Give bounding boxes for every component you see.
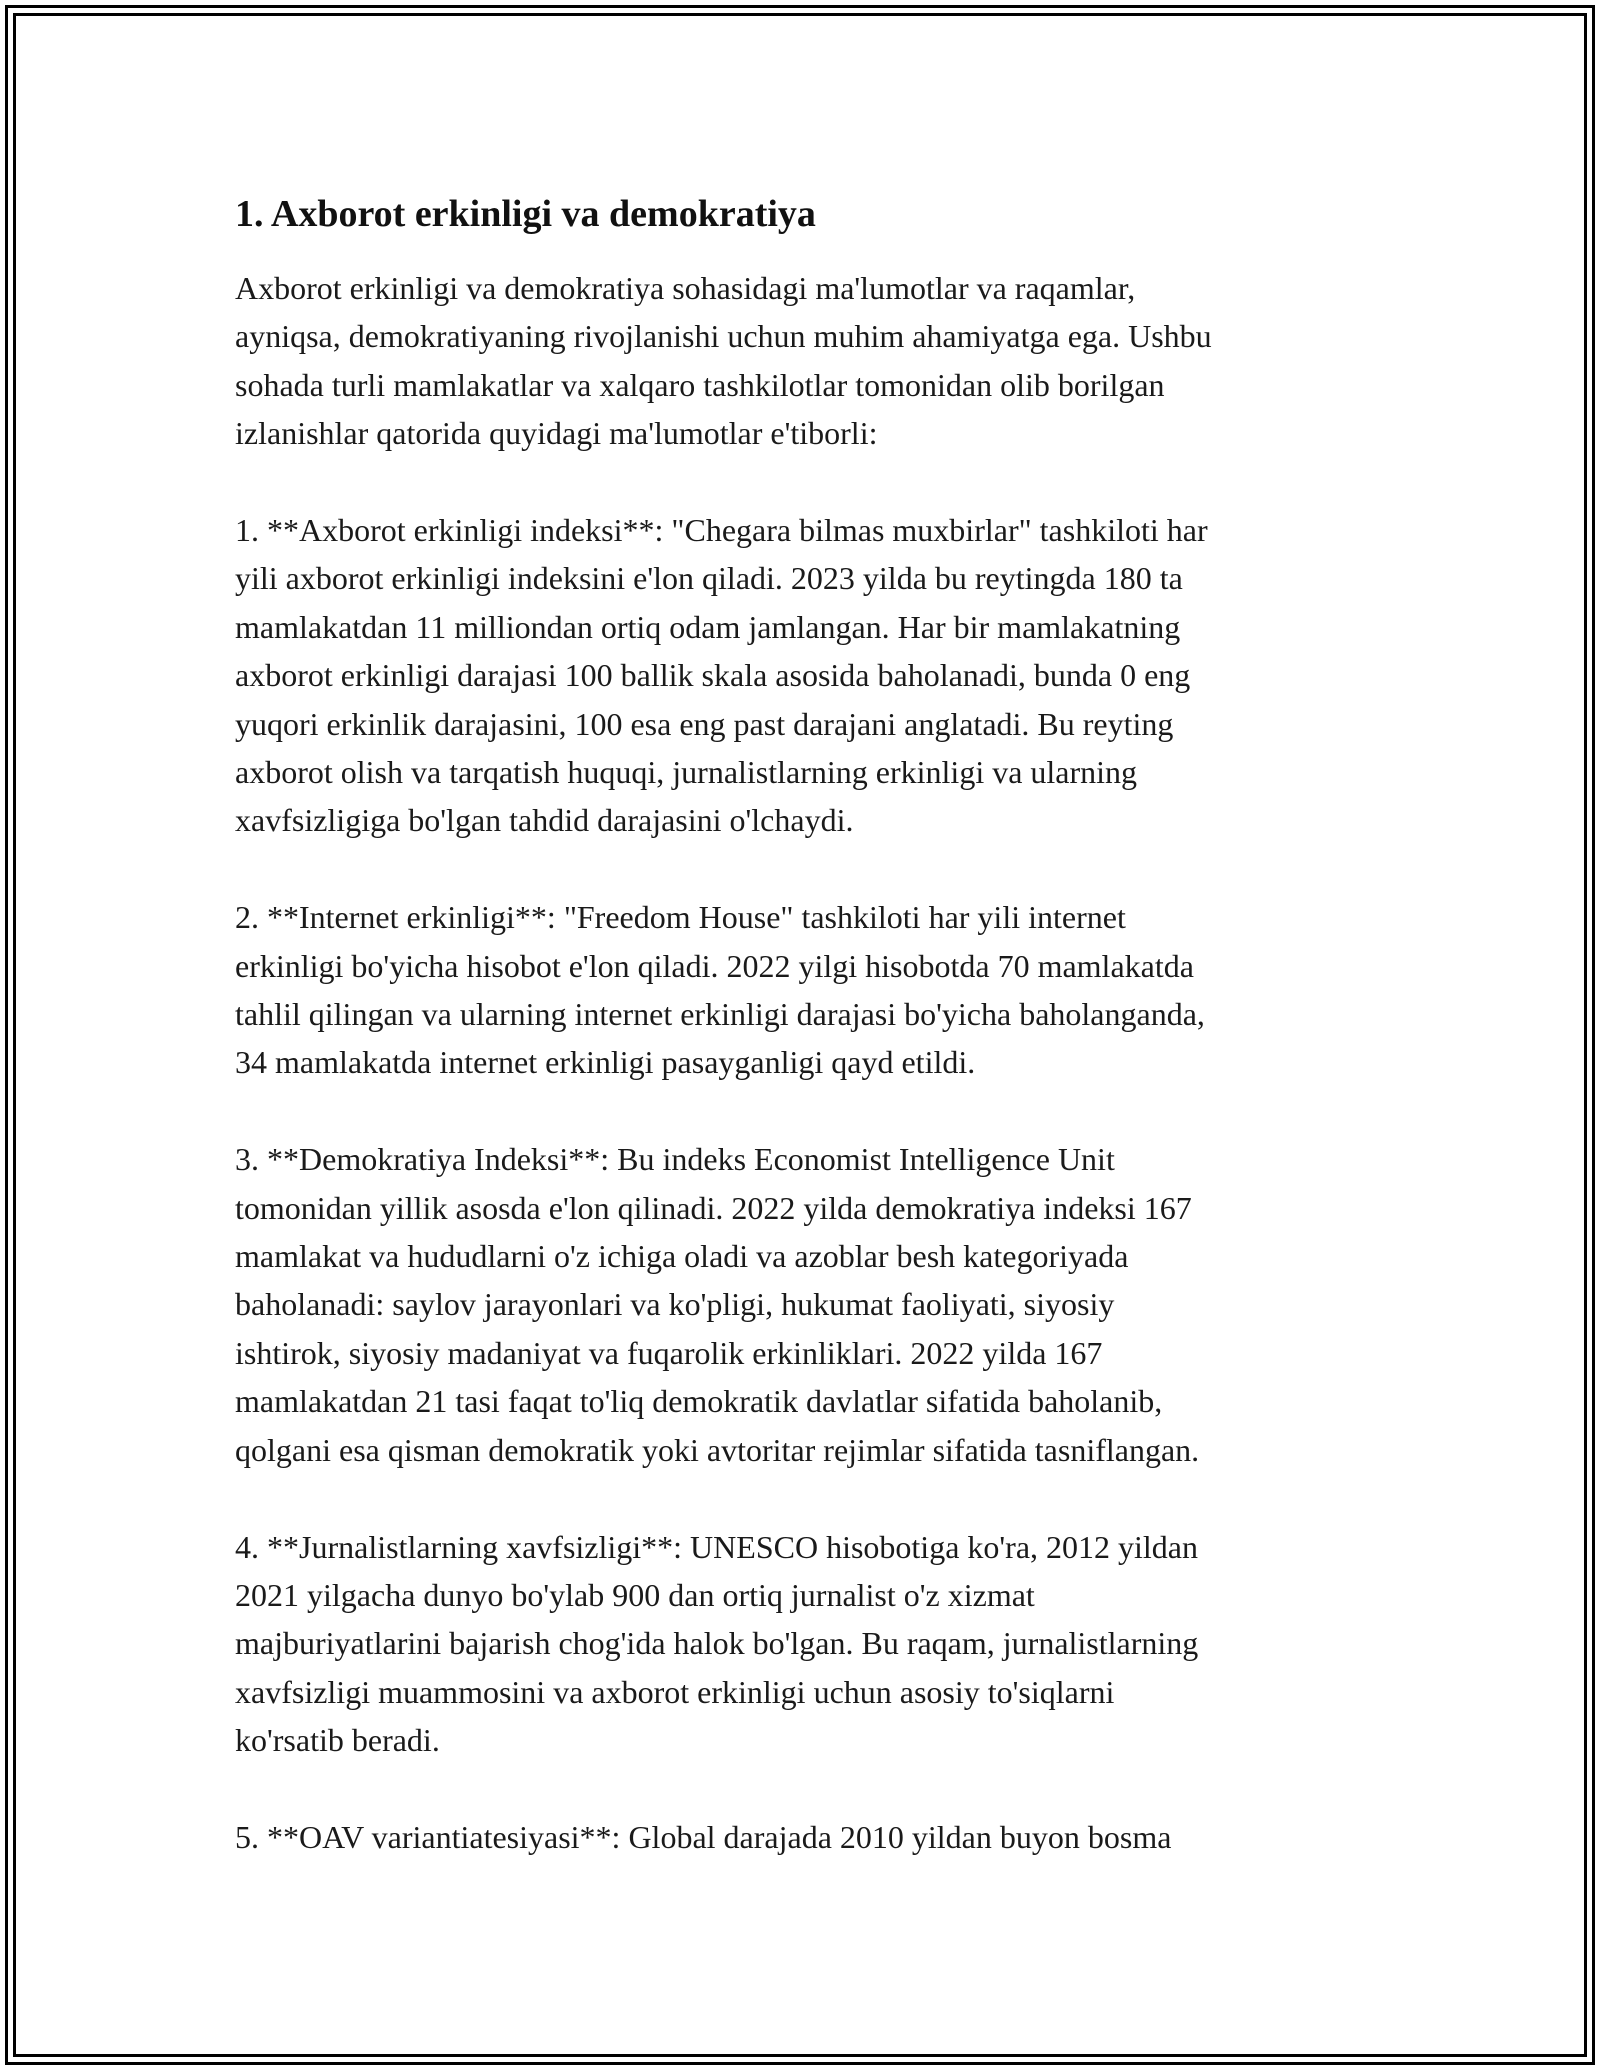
text-line: mamlakat va hududlarni o'z ichiga oladi va azoblar besh kategoriyada [235,1238,1129,1275]
text-line: xavfsizligiga bo'lgan tahdid darajasini o'lchaydi. [235,802,854,839]
text-line: baholanadi: saylov jarayonlari va ko'pligi, hukumat faoliyati, siyosiy [235,1286,1115,1323]
text-line: yili axborot erkinligi indeksini e'lon qiladi. 2023 yilda bu reytingda 180 ta [235,560,1183,597]
text-line: axborot erkinligi darajasi 100 ballik skala asosida baholanadi, bunda 0 eng [235,657,1191,694]
text-line: 4. **Jurnalistlarning xavfsizligi**: UNESCO hisobotiga ko'ra, 2012 yildan [235,1528,1198,1565]
text-line: yuqori erkinlik darajasini, 100 esa eng past darajani anglatadi. Bu reyting [235,705,1174,742]
text-line: 34 mamlakatda internet erkinligi pasayganligi qayd etildi. [235,1044,976,1081]
item-internet-freedom [235,893,1385,1087]
intro-paragraph [235,264,1385,458]
text-line: ko'rsatib beradi. [235,1722,440,1759]
section-heading: 1. Axborot erkinligi va demokratiya [235,193,816,235]
text-line: ishtirok, siyosiy madaniyat va fuqarolik erkinliklari. 2022 yilda 167 [235,1334,1103,1371]
item-democracy-index [235,1135,1385,1474]
text-line: Axborot erkinligi va demokratiya sohasidagi ma'lumotlar va raqamlar, [235,270,1136,306]
text-line: 1. **Axborot erkinligi indeksi**: "Chegara bilmas muxbirlar" tashkiloti har [235,512,1208,549]
text-line: tomonidan yillik asosda e'lon qilinadi. 2022 yilda demokratiya indeksi 167 [235,1189,1192,1226]
text-line: qolgani esa qisman demokratik yoki avtoritar rejimlar sifatida tasniflangan. [235,1431,1200,1468]
item-journalist-safety [235,1523,1385,1765]
text-line: izlanishlar qatorida quyidagi ma'lumotlar e'tiborli: [235,415,878,452]
item-press-freedom-index [235,506,1385,845]
text-line: ayniqsa, demokratiyaning rivojlanishi uchun muhim ahamiyatga ega. Ushbu [235,318,1212,355]
document-body [235,186,1385,1910]
text-line: 3. **Demokratiya Indeksi**: Bu indeks Economist Intelligence Unit [235,1141,1115,1178]
text-line: erkinligi bo'yicha hisobot e'lon qiladi. 2022 yilgi hisobotda 70 mamlakatda [235,947,1194,984]
text-line: tahlil qilingan va ularning internet erkinligi darajasi bo'yicha baholanganda, [235,996,1205,1033]
text-line: 2. **Internet erkinligi**: "Freedom House" tashkiloti har yili internet [235,899,1126,936]
text-line: axborot olish va tarqatish huquqi, jurnalistlarning erkinligi va ularning [235,754,1138,791]
text-line: 2021 yilgacha dunyo bo'ylab 900 dan ortiq jurnalist o'z xizmat [235,1576,1035,1613]
text-line: sohada turli mamlakatlar va xalqaro tashkilotlar tomonidan olib borilgan [235,366,1165,403]
text-line: 5. **OAV variantiatesiyasi**: Global darajada 2010 yildan buyon bosma [235,1818,1172,1855]
text-line: mamlakatdan 21 tasi faqat to'liq demokratik davlatlar sifatida baholanib, [235,1383,1163,1420]
text-line: mamlakatdan 11 milliondan ortiq odam jamlangan. Har bir mamlakatning [235,608,1181,645]
item-media-variation [235,1813,1385,1861]
text-line: xavfsizligi muammosini va axborot erkinligi uchun asosiy to'siqlarni [235,1673,1115,1710]
text-line: majburiyatlarini bajarish chog'ida halok bo'lgan. Bu raqam, jurnalistlarning [235,1625,1199,1662]
